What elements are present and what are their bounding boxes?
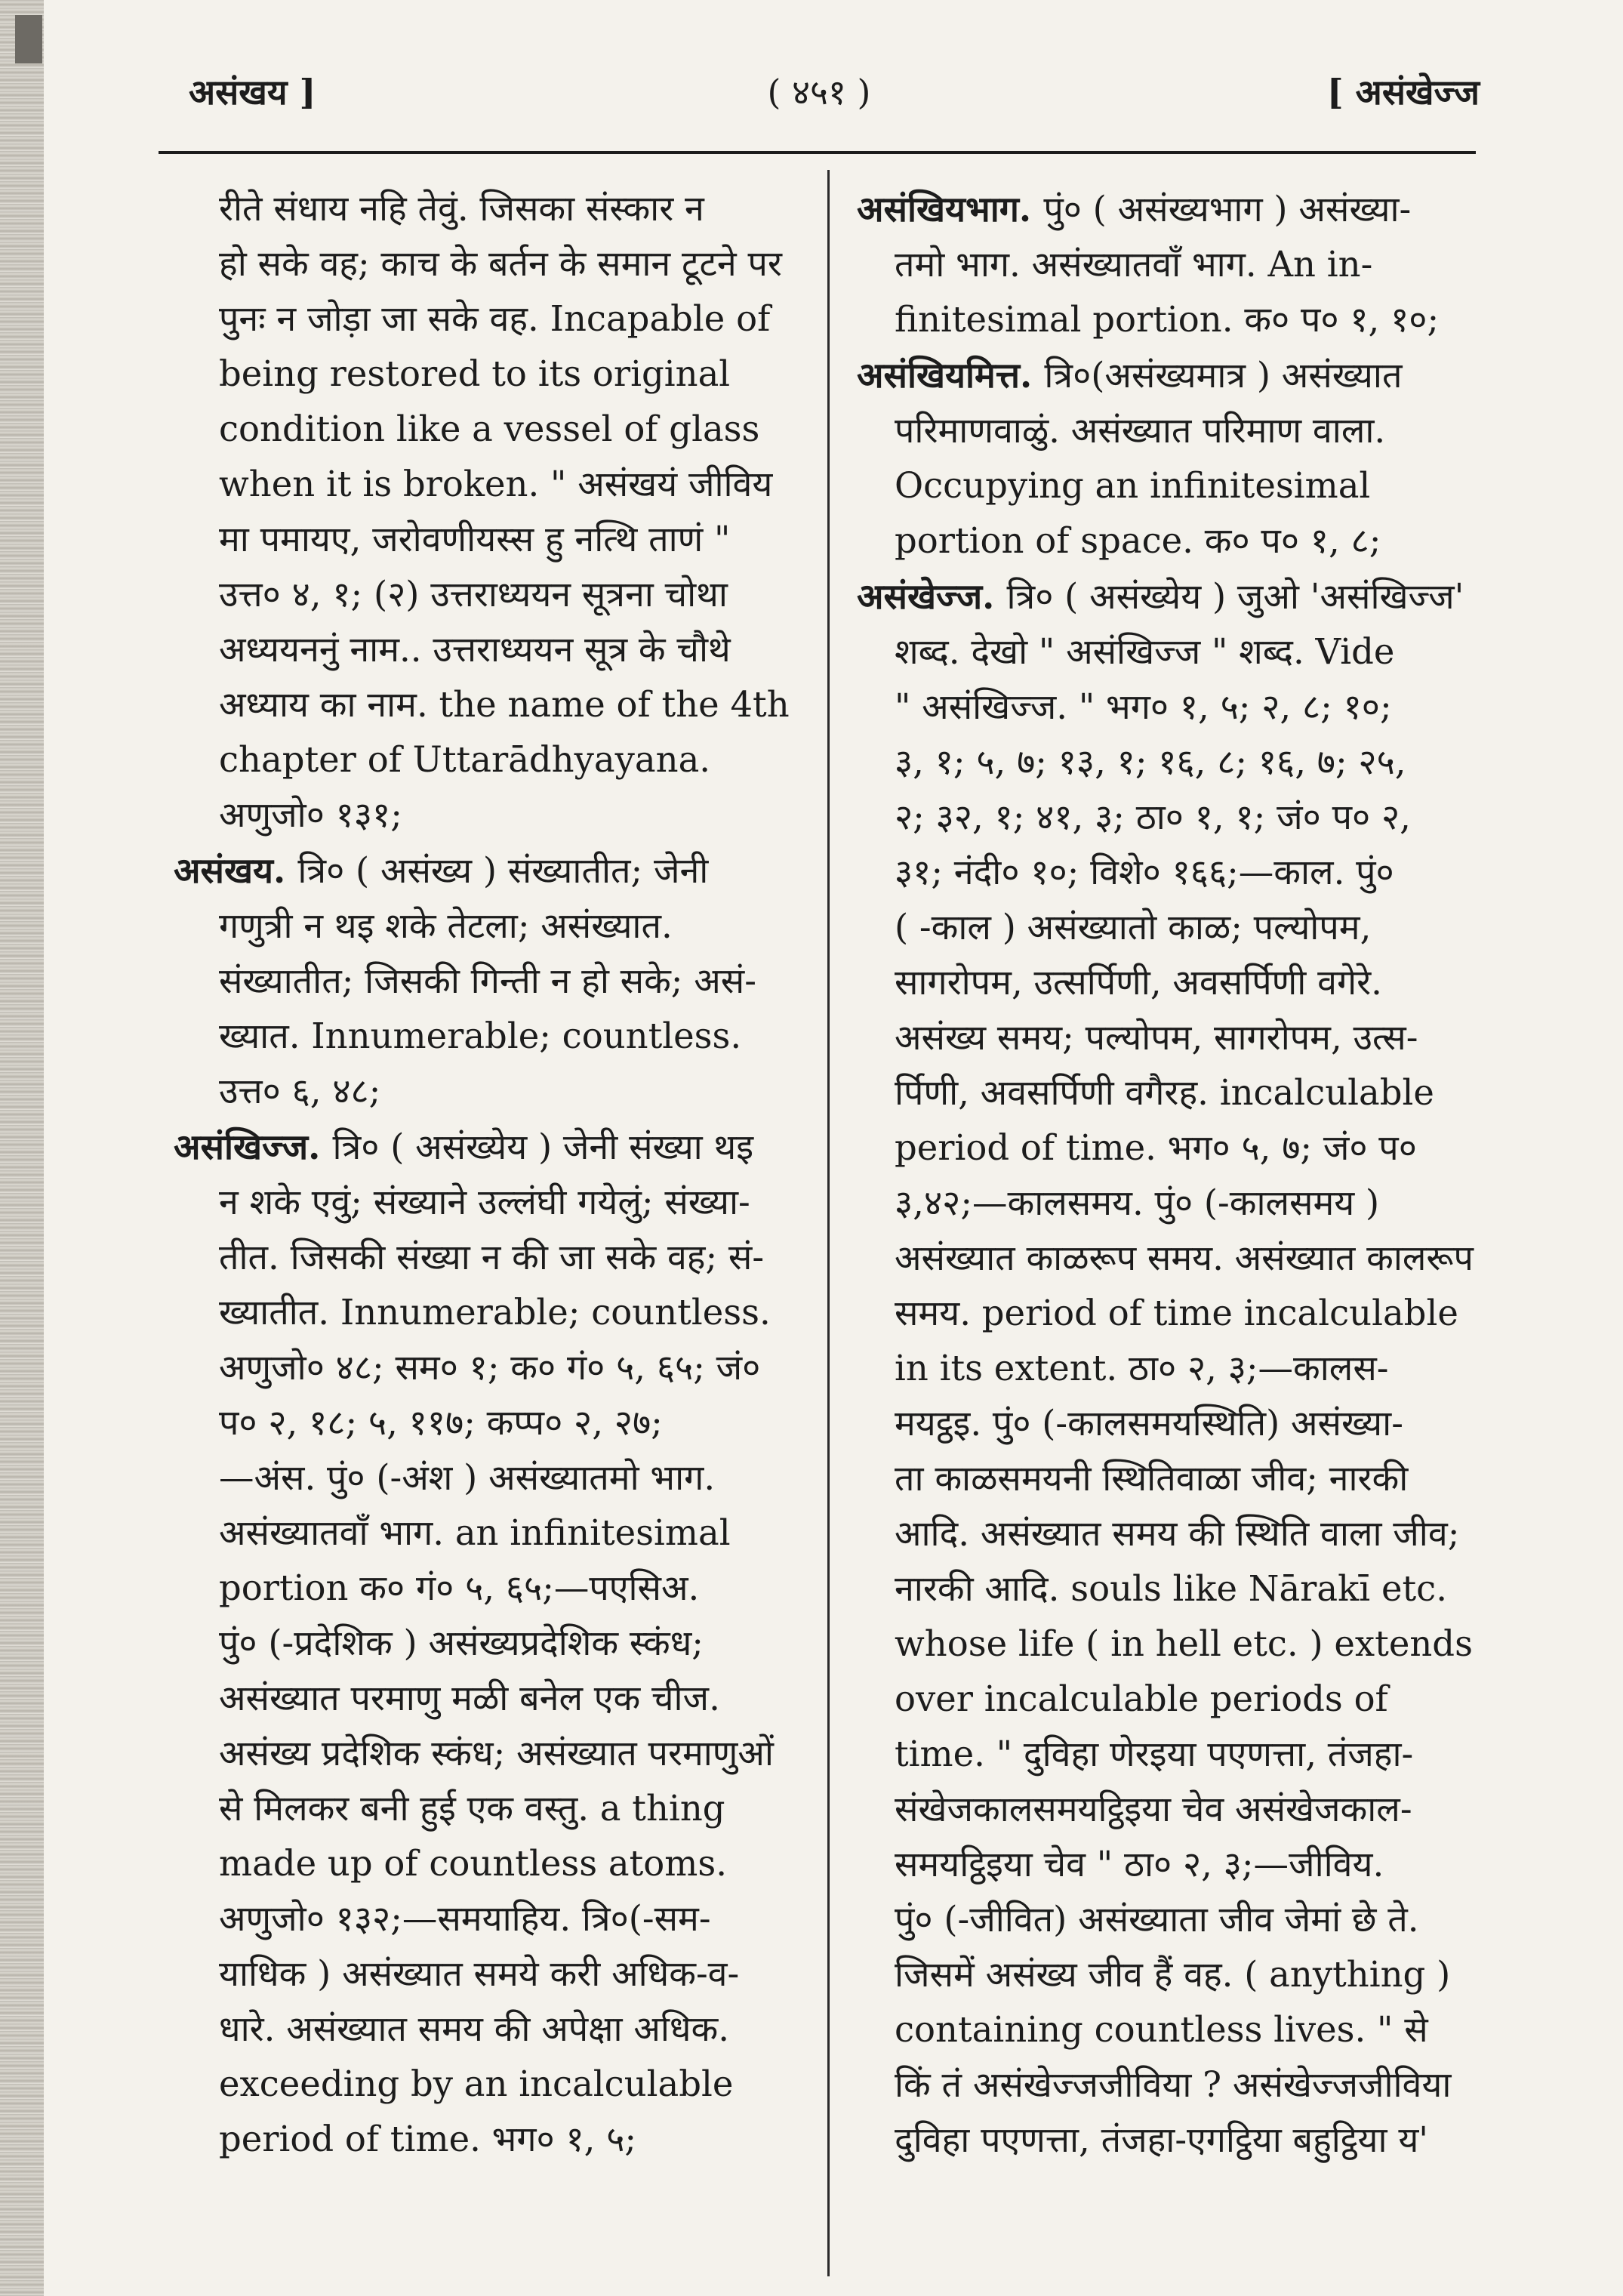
text-line xyxy=(857,347,1476,403)
text-line xyxy=(174,1505,808,1561)
line-text: ता काळसमयनी स्थितिवाळा जीव; नारकी xyxy=(895,1458,1409,1499)
line-text: ३, १; ५, ७; १३, १; १६, ८; १६, ७; २५, xyxy=(895,741,1406,782)
line-text: त्रि० ( असंख्येय ) जुओ 'असंखिज्ज' xyxy=(1006,576,1464,617)
line-text: असंख्य समय; पल्योपम, सागरोपम, उत्स- xyxy=(895,1017,1418,1058)
text-line xyxy=(174,954,808,1009)
text-line xyxy=(174,2002,808,2057)
line-text: ३१; नंदी० १०; विशे० १६६;—काल. पुं० xyxy=(895,852,1394,892)
line-text: न शके एवुं; संख्याने उल्लंघी गयेलुं; संख्या- xyxy=(219,1182,750,1222)
text-line xyxy=(857,1231,1476,1286)
line-text: chapter of Uttarādhyayana. xyxy=(219,739,711,780)
text-line xyxy=(174,677,808,732)
text-line xyxy=(857,1616,1476,1672)
text-line xyxy=(174,1616,808,1671)
line-text: being restored to its original xyxy=(219,353,731,394)
line-text: when it is broken. " असंखयं जीविय xyxy=(219,464,773,504)
line-text: संख्यातीत; जिसकी गिन्ती न हो सके; असं- xyxy=(219,960,756,1001)
text-line xyxy=(174,1175,808,1230)
text-line xyxy=(174,2112,808,2167)
text-line xyxy=(857,1451,1476,1506)
line-text: मयट्ठइ. पुं० (-कालसमयस्थिति) असंख्या- xyxy=(895,1403,1403,1444)
line-text: finitesimal portion. क० प० १, १०; xyxy=(895,299,1440,340)
line-text: containing countless lives. " से xyxy=(895,2009,1428,2050)
text-line xyxy=(857,1286,1476,1341)
line-text: " असंखिज्ज. " भग० १, ५; २, ८; १०; xyxy=(895,686,1392,727)
text-line xyxy=(857,1561,1476,1616)
text-line xyxy=(174,1726,808,1781)
header-rule xyxy=(159,151,1476,154)
text-line xyxy=(174,1946,808,2002)
text-line xyxy=(857,1672,1476,1727)
line-text: परिमाणवाळुं. असंख्यात परिमाण वाला. xyxy=(895,410,1386,451)
line-text: पुं० (-जीवित) असंख्याता जीव जेमां छे ते. xyxy=(895,1899,1419,1940)
text-line xyxy=(857,181,1476,237)
line-text: आदि. असंख्यात समय की स्थिति वाला जीव; xyxy=(895,1513,1460,1554)
line-text: सागरोपम, उत्सर्पिणी, अवसर्पिणी वगेरे. xyxy=(895,962,1382,1003)
line-text: पुं० ( असंख्यभाग ) असंख्या- xyxy=(1043,189,1412,230)
text-line xyxy=(174,291,808,347)
line-text: अणुजो० १३१; xyxy=(219,794,402,835)
line-text: मा पमायए, जरोवणीयस्स हु नत्थि ताणं " xyxy=(219,519,731,559)
text-line xyxy=(174,1561,808,1616)
text-line xyxy=(174,1891,808,1946)
text-line xyxy=(857,1892,1476,1947)
line-text: तमो भाग. असंख्यातवाँ भाग. An in- xyxy=(895,244,1373,285)
line-text: नारकी आदि. souls like Nārakī etc. xyxy=(895,1568,1447,1609)
entry-headword: असंखियभाग. xyxy=(857,188,1044,230)
line-text: असंख्यात परमाणु मळी बनेल एक चीज. xyxy=(219,1678,720,1718)
text-line xyxy=(174,347,808,402)
line-text: से मिलकर बनी हुई एक वस्तु. a thing xyxy=(219,1788,725,1829)
line-text: असंख्यात काळरूप समय. असंख्यात कालरूप xyxy=(895,1237,1474,1278)
text-line xyxy=(857,735,1476,790)
line-text: त्रि०(असंख्यमात्र ) असंख्यात xyxy=(1044,355,1403,396)
text-line xyxy=(174,1450,808,1505)
line-text: ३,४२;—कालसमय. पुं० (-कालसमय ) xyxy=(895,1182,1380,1223)
text-line xyxy=(174,1836,808,1891)
line-text: शब्द. देखो " असंखिज्ज " शब्द. Vide xyxy=(895,631,1395,672)
text-line xyxy=(857,624,1476,680)
line-text: पुनः न जोड़ा जा सके वह. Incapable of xyxy=(219,298,771,339)
text-line xyxy=(857,458,1476,513)
text-line xyxy=(174,457,808,512)
text-line xyxy=(174,732,808,787)
line-text: असंख्य प्रदेशिक स्कंध; असंख्यात परमाणुओं xyxy=(219,1733,774,1774)
line-text: असंख्यातवाँ भाग. an infinitesimal xyxy=(219,1512,731,1553)
line-text: ख्यातीत. Innumerable; countless. xyxy=(219,1292,771,1333)
line-text: portion of space. क० प० १, ८; xyxy=(895,520,1381,561)
text-line xyxy=(174,512,808,567)
text-line xyxy=(857,1506,1476,1561)
text-line xyxy=(857,790,1476,845)
line-text: रीते संधाय नहि तेवुं. जिसका संस्कार न xyxy=(219,188,704,229)
line-text: ( -काल ) असंख्यातो काळ; पल्योपम, xyxy=(895,907,1372,948)
line-text: portion क० गं० ५, ६५;—पएसिअ. xyxy=(219,1567,700,1608)
left-column xyxy=(174,181,808,2167)
entry-headword: असंखय. xyxy=(174,849,298,891)
text-line xyxy=(857,237,1476,292)
text-line xyxy=(174,1285,808,1340)
line-text: made up of countless atoms. xyxy=(219,1843,728,1884)
text-line xyxy=(174,622,808,677)
line-text: जिसमें असंख्य जीव हैं वह. ( anything ) xyxy=(895,1954,1451,1995)
line-text: किं तं असंखेज्जजीविया ? असंखेज्जजीविया xyxy=(895,2064,1452,2105)
text-line xyxy=(857,1176,1476,1231)
binding-edge xyxy=(0,0,44,2296)
text-line xyxy=(857,513,1476,569)
text-line xyxy=(174,1064,808,1119)
text-line xyxy=(174,843,808,898)
text-line xyxy=(857,1396,1476,1451)
text-line xyxy=(857,569,1476,624)
text-line xyxy=(174,787,808,843)
line-text: हो सके वह; काच के बर्तन के समान टूटने पर xyxy=(219,243,782,284)
header-left-guideword: असंखय ] xyxy=(189,72,316,112)
text-line xyxy=(857,2113,1476,2168)
line-text: अध्ययननुं नाम.. उत्तराध्ययन सूत्र के चौथे xyxy=(219,629,731,670)
line-text: तीत. जिसकी संख्या न की जा सके वह; सं- xyxy=(219,1237,765,1277)
text-line xyxy=(174,402,808,457)
entry-headword: असंखिज्ज. xyxy=(174,1126,333,1167)
text-line xyxy=(857,1782,1476,1837)
line-text: दुविहा पएणत्ता, तंजहा-एगट्ठिया बहुट्ठिया य' xyxy=(895,2119,1429,2160)
text-line xyxy=(857,900,1476,955)
line-text: त्रि० ( असंख्य ) संख्यातीत; जेनी xyxy=(297,850,709,891)
text-line xyxy=(174,181,808,236)
line-text: whose life ( in hell etc. ) extends xyxy=(895,1623,1473,1664)
line-text: त्रि० ( असंख्येय ) जेनी संख्या थइ xyxy=(332,1126,754,1167)
line-text: time. " दुविहा णेरइया पएणत्ता, तंजहा- xyxy=(895,1734,1414,1774)
text-line xyxy=(174,1395,808,1450)
line-text: condition like a vessel of glass xyxy=(219,408,760,449)
text-line xyxy=(857,1837,1476,1892)
line-text: उत्त० ४, १; (२) उत्तराध्ययन सूत्रना चोथा xyxy=(219,574,728,615)
line-text: period of time. भग० ५, ७; जं० प० xyxy=(895,1127,1417,1168)
line-text: पुं० (-प्रदेशिक ) असंख्यप्रदेशिक स्कंध; xyxy=(219,1623,704,1663)
entry-headword: असंखेज्ज. xyxy=(857,575,1007,617)
line-text: उत्त० ६, ४८; xyxy=(219,1071,381,1111)
line-text: गणुत्री न थइ शके तेटला; असंख्यात. xyxy=(219,905,673,946)
text-line xyxy=(857,2057,1476,2113)
text-line xyxy=(857,1947,1476,2002)
line-text: याधिक ) असंख्यात समये करी अधिक-व- xyxy=(219,1953,740,1994)
text-line xyxy=(174,567,808,622)
text-line xyxy=(857,2002,1476,2057)
text-line xyxy=(174,236,808,291)
line-text: over incalculable periods of xyxy=(895,1678,1388,1719)
line-text: र्पिणी, अवसर्पिणी वगैरह. incalculable xyxy=(895,1072,1434,1113)
line-text: अणुजो० १३२;—समयाहिय. त्रि०(-सम- xyxy=(219,1898,711,1939)
text-line xyxy=(857,1065,1476,1120)
line-text: exceeding by an incalculable xyxy=(219,2063,734,2104)
line-text: समय. period of time incalculable xyxy=(895,1293,1458,1333)
line-text: in its extent. ठा० २, ३;—कालस- xyxy=(895,1348,1389,1388)
column-divider xyxy=(827,170,830,2276)
line-text: अध्याय का नाम. the name of the 4th xyxy=(219,684,790,725)
line-text: समयट्ठिइया चेव " ठा० २, ३;—जीविय. xyxy=(895,1844,1384,1885)
text-line xyxy=(857,845,1476,900)
text-line xyxy=(857,680,1476,735)
text-line xyxy=(174,1781,808,1836)
text-line xyxy=(857,292,1476,347)
text-line xyxy=(857,955,1476,1010)
line-text: ख्यात. Innumerable; countless. xyxy=(219,1015,742,1056)
line-text: period of time. भग० १, ५; xyxy=(219,2119,637,2159)
text-line xyxy=(174,1119,808,1175)
line-text: संखेजकालसमयट्ठिइया चेव असंखेजकाल- xyxy=(895,1789,1412,1829)
line-text: Occupying an infinitesimal xyxy=(895,465,1371,506)
entry-headword: असंखियमित्त. xyxy=(857,354,1045,396)
text-line xyxy=(174,2057,808,2112)
page-number: ( ४५१ ) xyxy=(767,72,871,112)
text-line xyxy=(174,1671,808,1726)
header-right-guideword: [ असंखेज्ज xyxy=(1326,72,1480,112)
line-text: —अंस. पुं० (-अंश ) असंख्यातमो भाग. xyxy=(219,1457,716,1498)
text-line xyxy=(857,1341,1476,1396)
text-line xyxy=(857,1727,1476,1782)
page-header xyxy=(159,60,1480,143)
text-line xyxy=(174,1340,808,1395)
line-text: धारे. असंख्यात समय की अपेक्षा अधिक. xyxy=(219,2008,729,2049)
line-text: २; ३२, १; ४१, ३; ठा० १, १; जं० प० २, xyxy=(895,797,1411,837)
text-line xyxy=(857,403,1476,458)
line-text: अणुजो० ४८; सम० १; क० गं० ५, ६५; जं० xyxy=(219,1347,761,1388)
text-line xyxy=(857,1010,1476,1065)
right-column xyxy=(857,181,1476,2168)
text-line xyxy=(857,1120,1476,1176)
text-line xyxy=(174,1230,808,1285)
text-line xyxy=(174,898,808,954)
text-line xyxy=(174,1009,808,1064)
line-text: प० २, १८; ५, ११७; कप्प० २, २७; xyxy=(219,1402,663,1443)
